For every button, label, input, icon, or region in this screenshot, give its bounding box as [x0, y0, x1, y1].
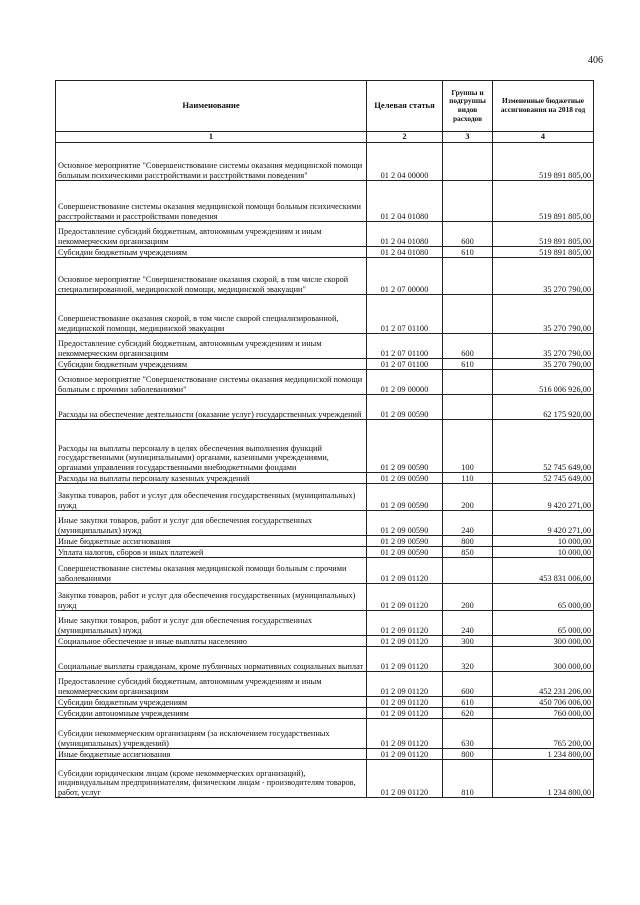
table-row	[56, 636, 594, 647]
table-row	[56, 370, 594, 395]
row-code: 01 2 09 01120	[367, 697, 443, 708]
row-amount: 35 270 790,00	[493, 258, 594, 295]
row-code: 01 2 09 01120	[367, 611, 443, 636]
table-row	[56, 222, 594, 247]
row-amount: 52 745 649,00	[493, 420, 594, 473]
row-amount: 453 831 006,00	[493, 558, 594, 584]
header-amount: Измененные бюджетные ассигнования на 2018 год	[493, 81, 594, 132]
row-name: Уплата налогов, сборов и иных платежей	[56, 547, 367, 558]
row-group: 200	[443, 584, 493, 611]
row-group: 100	[443, 420, 493, 473]
row-name: Иные закупки товаров, работ и услуг для обеспечения государственных (муниципальных) нужд	[56, 511, 367, 536]
column-number: 2	[367, 132, 443, 143]
table-row	[56, 511, 594, 536]
row-amount: 35 270 790,00	[493, 359, 594, 370]
row-group: 320	[443, 647, 493, 672]
row-code: 01 2 04 00000	[367, 143, 443, 181]
row-group	[443, 181, 493, 222]
row-code: 01 2 07 01100	[367, 295, 443, 334]
table-row	[56, 558, 594, 584]
row-code: 01 2 09 00590	[367, 420, 443, 473]
row-amount: 52 745 649,00	[493, 473, 594, 484]
row-name: Предоставление субсидий бюджетным, автономным учреждениям и иным некоммерческим организациям	[56, 334, 367, 359]
row-name: Совершенствование системы оказания медицинской помощи больным с прочими заболеваниями	[56, 558, 367, 584]
row-code: 01 2 09 01120	[367, 719, 443, 749]
row-group: 610	[443, 247, 493, 258]
row-code: 01 2 09 00000	[367, 370, 443, 395]
row-code: 01 2 04 01080	[367, 181, 443, 222]
row-code: 01 2 09 01120	[367, 636, 443, 647]
row-group: 600	[443, 334, 493, 359]
row-name: Субсидии юридическим лицам (кроме некоммерческих организаций), индивидуальным предпринимателям, физическим лицам - производителям товаров, работ, услуг	[56, 760, 367, 798]
row-code: 01 2 09 00590	[367, 473, 443, 484]
column-number: 3	[443, 132, 493, 143]
table-row	[56, 611, 594, 636]
row-amount: 10 000,00	[493, 547, 594, 558]
row-group: 240	[443, 611, 493, 636]
table-row	[56, 719, 594, 749]
row-amount: 10 000,00	[493, 536, 594, 547]
table-row	[56, 547, 594, 558]
row-amount: 1 234 800,00	[493, 760, 594, 798]
table-row	[56, 420, 594, 473]
row-amount: 519 891 805,00	[493, 143, 594, 181]
table-row	[56, 334, 594, 359]
row-amount: 760 000,00	[493, 708, 594, 719]
column-number: 4	[493, 132, 594, 143]
row-code: 01 2 07 01100	[367, 359, 443, 370]
row-group: 610	[443, 359, 493, 370]
row-amount: 519 891 805,00	[493, 247, 594, 258]
table-row	[56, 536, 594, 547]
row-name: Основное мероприятие "Совершенствование системы оказания медицинской помощи больным психическими расстройствами и расстройствами поведения"	[56, 143, 367, 181]
table-row	[56, 473, 594, 484]
row-group: 630	[443, 719, 493, 749]
table-row	[56, 359, 594, 370]
row-code: 01 2 07 01100	[367, 334, 443, 359]
row-amount: 65 000,00	[493, 611, 594, 636]
header-name: Наименование	[56, 81, 367, 132]
row-code: 01 2 04 01080	[367, 222, 443, 247]
row-amount: 62 175 920,00	[493, 395, 594, 420]
row-name: Совершенствование системы оказания медицинской помощи больным психическими расстройствами и расстройствами поведения	[56, 181, 367, 222]
row-name: Предоставление субсидий бюджетным, автономным учреждениям и иным некоммерческим организациям	[56, 672, 367, 697]
row-amount: 9 420 271,00	[493, 484, 594, 511]
row-amount: 9 420 271,00	[493, 511, 594, 536]
row-code: 01 2 09 01120	[367, 584, 443, 611]
table-row	[56, 484, 594, 511]
table-row	[56, 143, 594, 181]
table-row	[56, 584, 594, 611]
row-amount: 765 200,00	[493, 719, 594, 749]
header-target: Целевая статья	[367, 81, 443, 132]
row-code: 01 2 09 01120	[367, 749, 443, 760]
row-name: Иные бюджетные ассигнования	[56, 749, 367, 760]
row-group: 800	[443, 536, 493, 547]
row-name: Предоставление субсидий бюджетным, автономным учреждениям и иным некоммерческим организациям	[56, 222, 367, 247]
table-row	[56, 247, 594, 258]
table-row	[56, 697, 594, 708]
row-code: 01 2 09 00590	[367, 395, 443, 420]
table-row	[56, 760, 594, 798]
row-name: Расходы на обеспечение деятельности (оказание услуг) государственных учреждений	[56, 395, 367, 420]
row-group: 240	[443, 511, 493, 536]
table-row	[56, 708, 594, 719]
row-name: Основное мероприятие "Совершенствование системы оказания медицинской помощи больным с прочими заболеваниями"	[56, 370, 367, 395]
table-row	[56, 295, 594, 334]
row-name: Основное мероприятие "Совершенствование оказания скорой, в том числе скорой специализированной, медицинской помощи, медицинской эвакуации"	[56, 258, 367, 295]
row-group: 600	[443, 222, 493, 247]
table-row	[56, 749, 594, 760]
row-group: 200	[443, 484, 493, 511]
row-code: 01 2 09 01120	[367, 672, 443, 697]
row-group: 850	[443, 547, 493, 558]
row-code: 01 2 09 00590	[367, 511, 443, 536]
row-name: Социальное обеспечение и иные выплаты населению	[56, 636, 367, 647]
row-code: 01 2 07 00000	[367, 258, 443, 295]
row-amount: 519 891 805,00	[493, 222, 594, 247]
table-row	[56, 647, 594, 672]
row-amount: 516 006 926,00	[493, 370, 594, 395]
row-name: Субсидии бюджетным учреждениям	[56, 247, 367, 258]
row-amount: 300 000,00	[493, 636, 594, 647]
column-number: 1	[56, 132, 367, 143]
row-name: Иные бюджетные ассигнования	[56, 536, 367, 547]
row-code: 01 2 09 00590	[367, 547, 443, 558]
row-amount: 300 000,00	[493, 647, 594, 672]
row-code: 01 2 09 00590	[367, 484, 443, 511]
table-row	[56, 395, 594, 420]
row-code: 01 2 09 00590	[367, 536, 443, 547]
row-name: Субсидии бюджетным учреждениям	[56, 359, 367, 370]
row-amount: 452 231 206,00	[493, 672, 594, 697]
row-name: Расходы на выплаты персоналу казенных учреждений	[56, 473, 367, 484]
table-row	[56, 181, 594, 222]
row-group: 600	[443, 672, 493, 697]
row-group: 300	[443, 636, 493, 647]
row-amount: 65 000,00	[493, 584, 594, 611]
budget-table	[55, 80, 594, 798]
row-group	[443, 395, 493, 420]
row-name: Субсидии некоммерческим организациям (за исключением государственных (муниципальных) учреждений)	[56, 719, 367, 749]
row-name: Закупка товаров, работ и услуг для обеспечения государственных (муниципальных) нужд	[56, 584, 367, 611]
row-group	[443, 558, 493, 584]
row-group	[443, 370, 493, 395]
header-group: Группы и подгруппы видов расходов	[443, 81, 493, 132]
row-name: Субсидии бюджетным учреждениям	[56, 697, 367, 708]
row-amount: 1 234 800,00	[493, 749, 594, 760]
row-group	[443, 295, 493, 334]
row-amount: 519 891 805,00	[493, 181, 594, 222]
row-name: Социальные выплаты гражданам, кроме публичных нормативных социальных выплат	[56, 647, 367, 672]
row-group	[443, 258, 493, 295]
row-name: Расходы на выплаты персоналу в целях обеспечения выполнения функций государственными (муниципальными) органами, казенными учреждениями, органами управления государственными внебюджетными фондами	[56, 420, 367, 473]
row-group: 110	[443, 473, 493, 484]
row-amount: 450 706 006,00	[493, 697, 594, 708]
row-code: 01 2 09 01120	[367, 558, 443, 584]
row-name: Закупка товаров, работ и услуг для обеспечения государственных (муниципальных) нужд	[56, 484, 367, 511]
row-name: Совершенствование оказания скорой, в том числе скорой специализированной, медицинской помощи, медицинской эвакуации	[56, 295, 367, 334]
row-code: 01 2 09 01120	[367, 647, 443, 672]
row-amount: 35 270 790,00	[493, 334, 594, 359]
row-code: 01 2 04 01080	[367, 247, 443, 258]
row-group: 610	[443, 697, 493, 708]
page-number: 406	[588, 55, 603, 66]
table-row	[56, 672, 594, 697]
row-group: 620	[443, 708, 493, 719]
row-amount: 35 270 790,00	[493, 295, 594, 334]
row-name: Субсидии автономным учреждениям	[56, 708, 367, 719]
table-row	[56, 258, 594, 295]
row-code: 01 2 09 01120	[367, 708, 443, 719]
row-name: Иные закупки товаров, работ и услуг для обеспечения государственных (муниципальных) нужд	[56, 611, 367, 636]
row-group: 800	[443, 749, 493, 760]
row-group	[443, 143, 493, 181]
row-group: 810	[443, 760, 493, 798]
row-code: 01 2 09 01120	[367, 760, 443, 798]
